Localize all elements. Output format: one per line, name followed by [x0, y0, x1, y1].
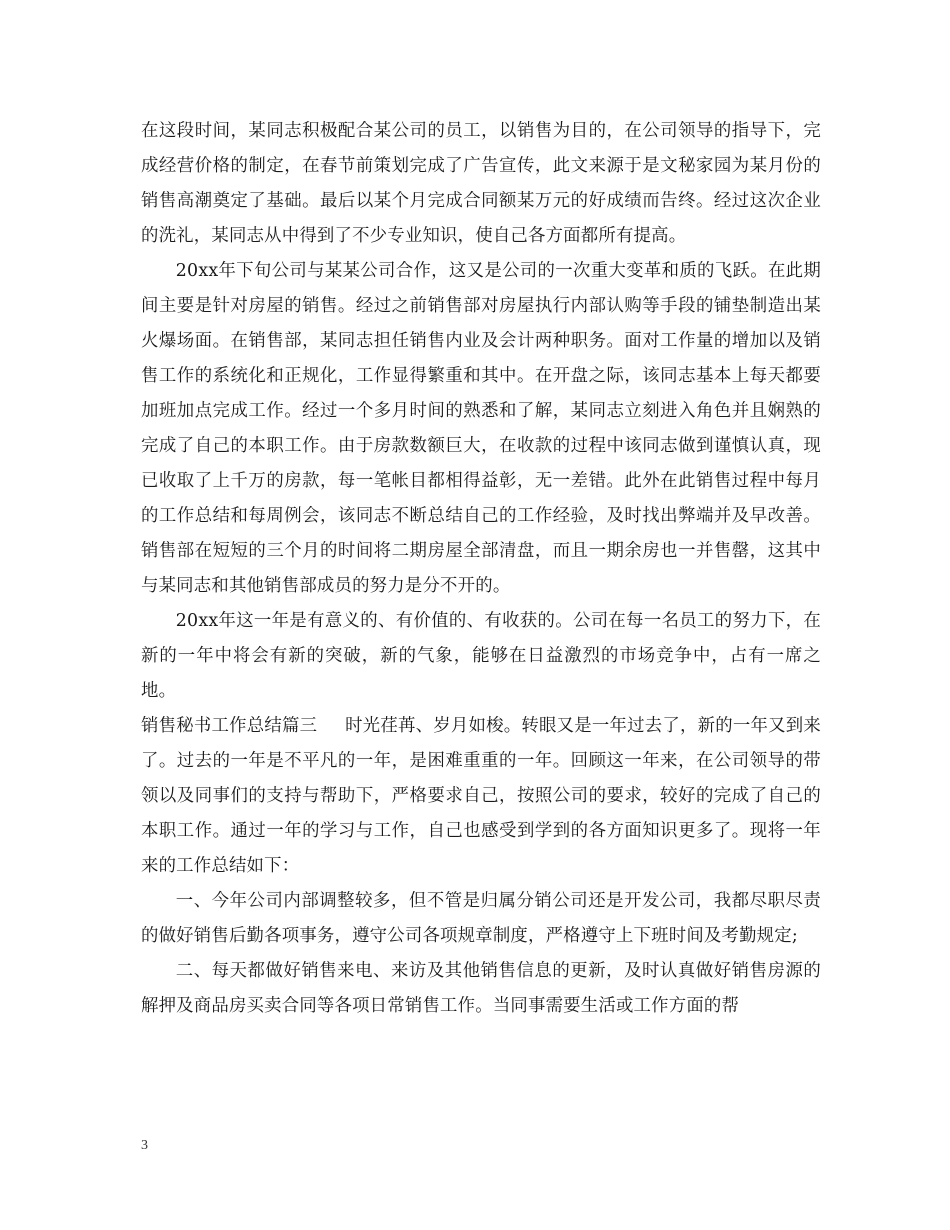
- paragraph-4: [141, 709, 821, 884]
- paragraph-4-text: 时光荏苒、岁月如梭。转眼又是一年过去了，新的一年又到来了。过去的一年是不平凡的一年，是困难重重的一年。回顾这一年来，在公司领导的带领以及同事们的支持与帮助下，严格要求自己，按照公司的要求，较好的完成了自己的本职工作。通过一年的学习与工作，自己也感受到学到的各方面知识更多了。现将一年来的工作总结如下：: [141, 716, 821, 876]
- paragraph-5: 一、今年公司内部调整较多，但不管是归属分销公司还是开发公司，我都尽职尽责的做好销售后勤各项事务，遵守公司各项规章制度，严格遵守上下班时间及考勤规定;: [141, 891, 821, 946]
- paragraph-2: 20xx年下旬公司与某某公司合作，这又是公司的一次重大变革和质的飞跃。在此期间主要是针对房屋的销售。经过之前销售部对房屋执行内部认购等手段的铺垫制造出某火爆场面。在销售部，某同志担任销售内业及会计两种职务。面对工作量的增加以及销售工作的系统化和正规化，工作显得繁重和其中。在开盘之际，该同志基本上每天都要加班加点完成工作。经过一个多月时间的熟悉和了解，某同志立刻进入角色并且娴熟的完成了自己的本职工作。由于房款数额巨大，在收款的过程中该同志做到谨慎认真，现已收取了上千万的房款，每一笔帐目都相得益彰，无一差错。此外在此销售过程中每月的工作总结和每周例会，该同志不断总结自己的工作经验，及时找出弊端并及早改善。销售部在短短的三个月的时间将二期房屋全部清盘，而且一期余房也一并售罄，这其中与某同志和其他销售部成员的努力是分不开的。: [141, 261, 821, 596]
- paragraph-6: 二、每天都做好销售来电、来访及其他销售信息的更新，及时认真做好销售房源的解押及商品房买卖合同等各项日常销售工作。当同事需要生活或工作方面的帮: [141, 961, 821, 1016]
- section-heading: 销售秘书工作总结篇三: [141, 716, 318, 736]
- paragraph-3: 20xx年这一年是有意义的、有价值的、有收获的。公司在每一名员工的努力下，在新的一年中将会有新的突破，新的气象，能够在日益激烈的市场竞争中，占有一席之地。: [141, 611, 821, 701]
- document-body: [141, 114, 821, 1024]
- paragraph-1: 在这段时间，某同志积极配合某公司的员工，以销售为目的，在公司领导的指导下，完成经营价格的制定，在春节前策划完成了广告宣传，此文来源于是文秘家园为某月份的销售高潮奠定了基础。最后以某个月完成合同额某万元的好成绩而告终。经过这次企业的洗礼，某同志从中得到了不少专业知识，使自己各方面都所有提高。: [141, 121, 821, 246]
- page-number: 3: [141, 1138, 148, 1153]
